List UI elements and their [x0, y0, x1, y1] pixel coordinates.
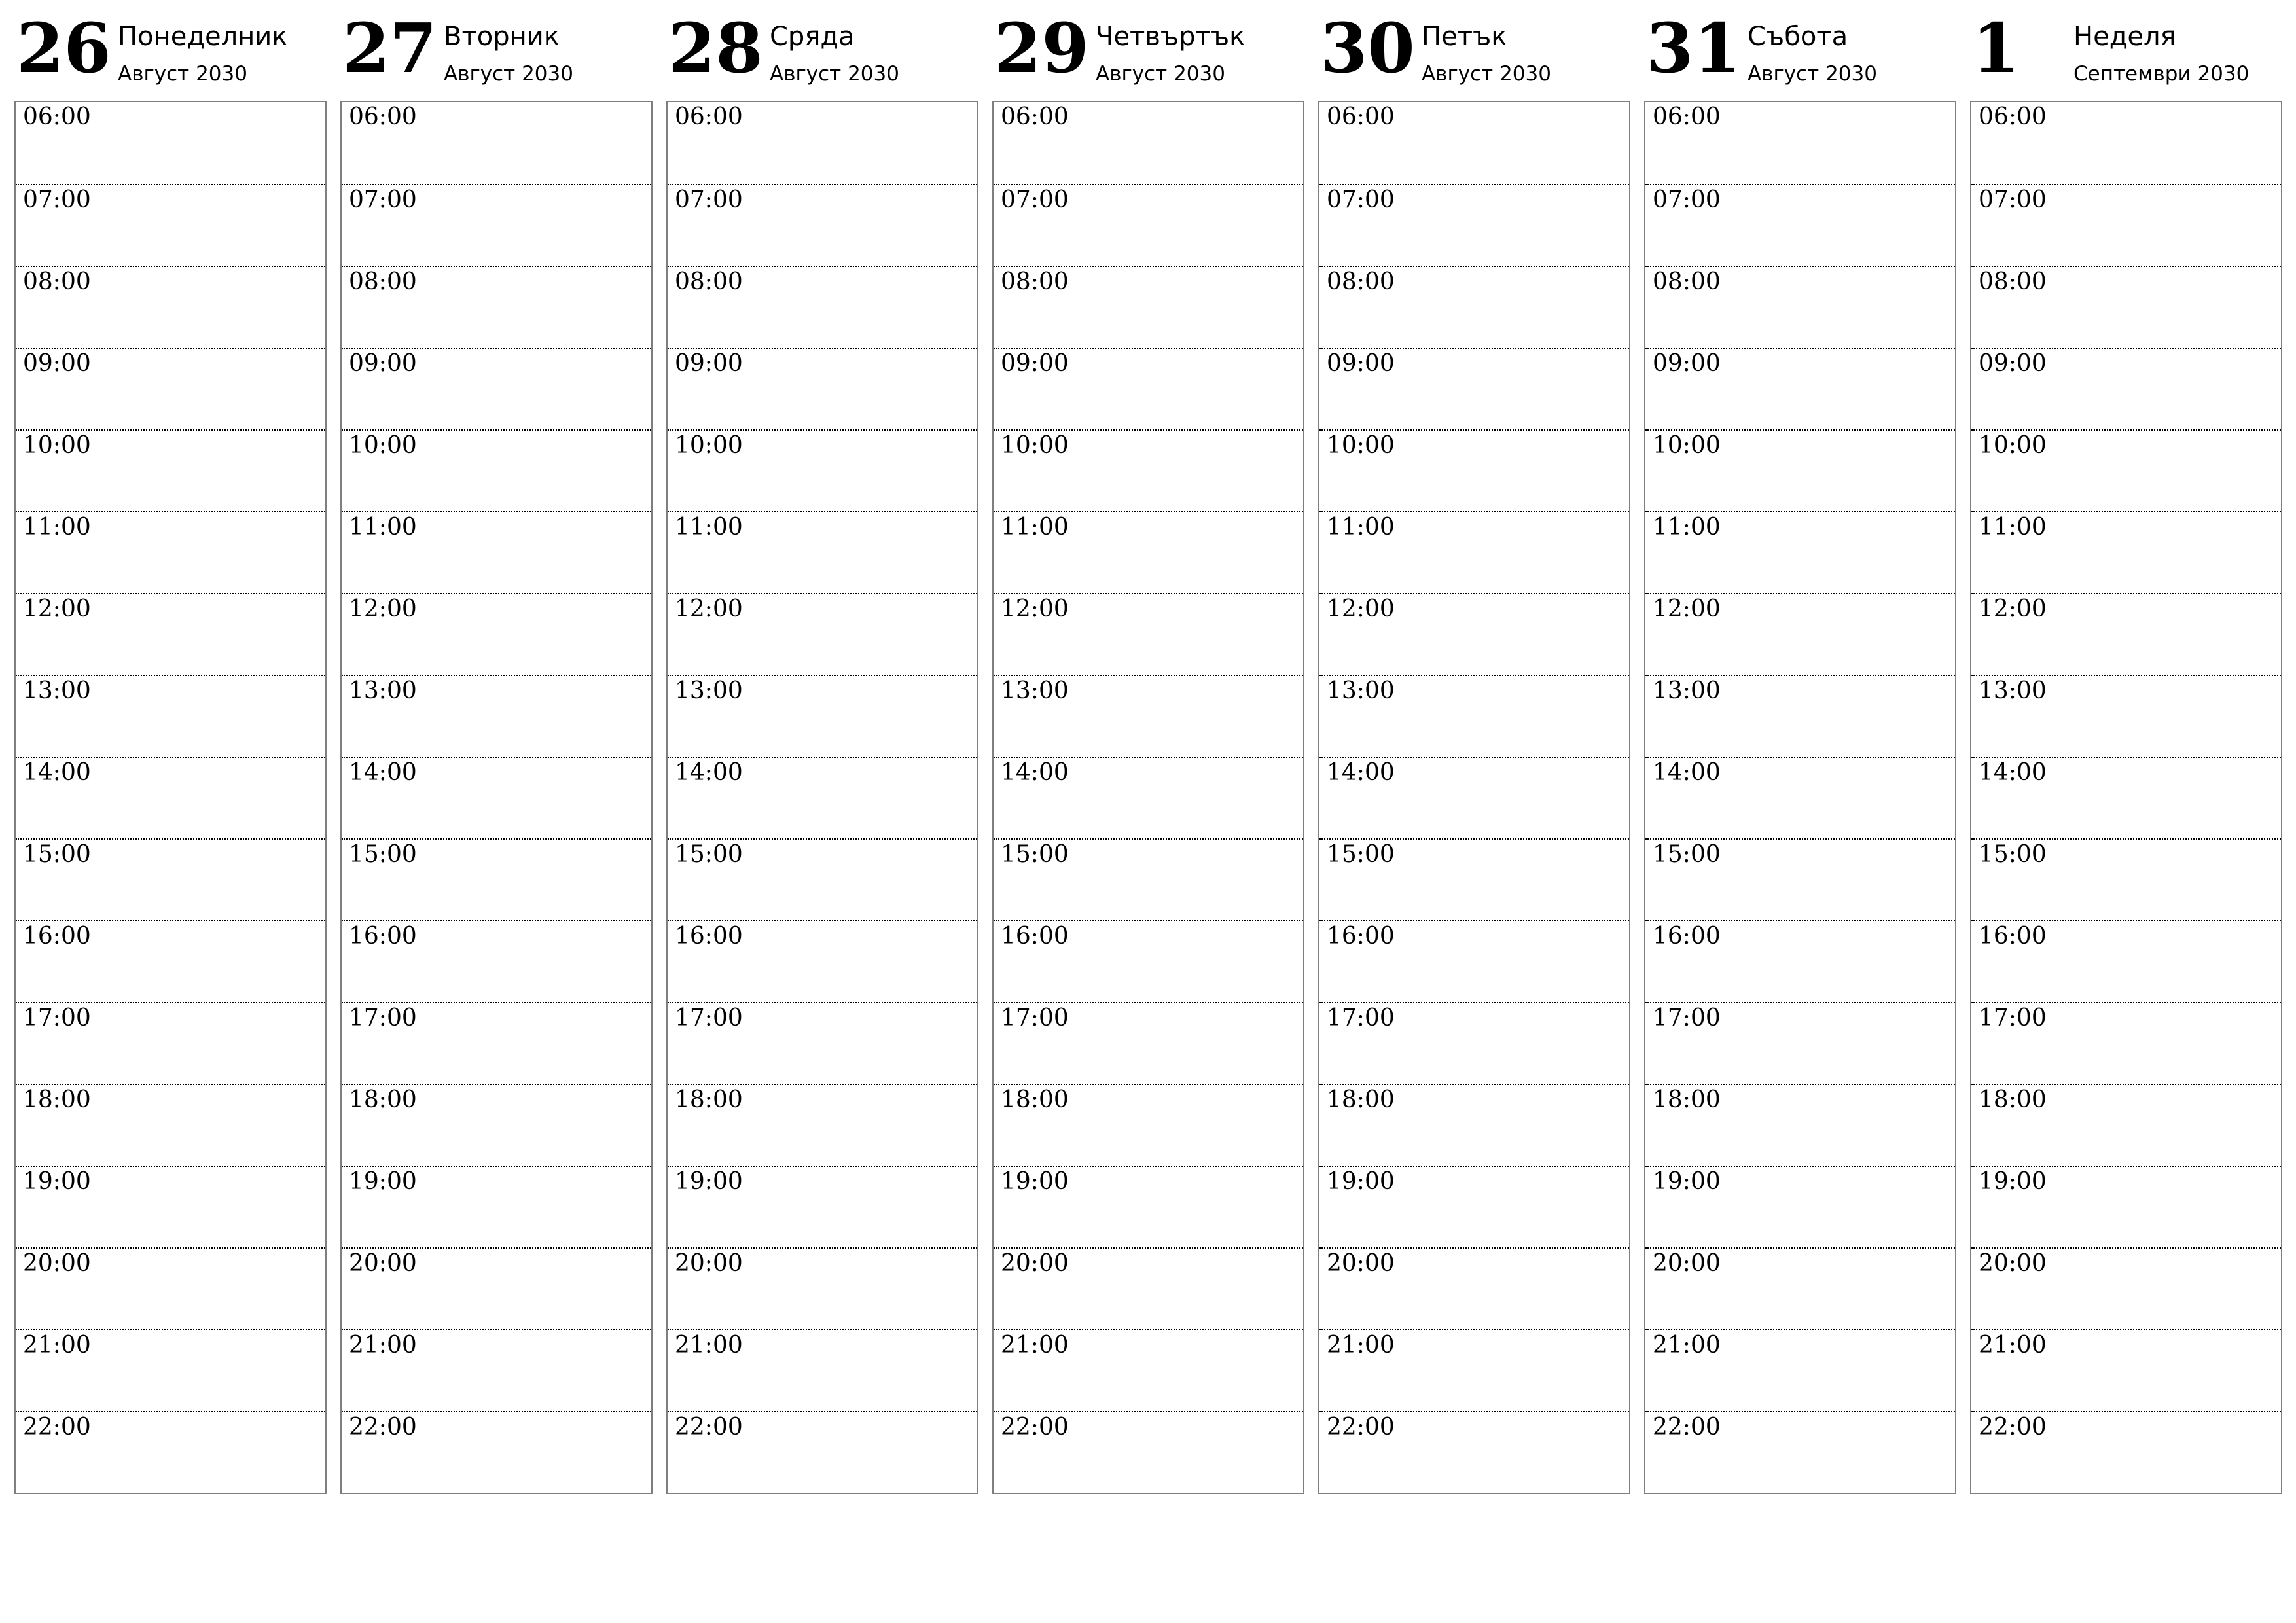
month-year-label: Август 2030 [118, 62, 247, 86]
weekday-name: Неделя [2073, 22, 2176, 52]
hour-label: 16:00 [349, 923, 417, 950]
hour-slot[interactable] [16, 429, 325, 512]
hour-label: 21:00 [1001, 1332, 1069, 1359]
hour-label: 16:00 [1327, 923, 1395, 950]
hour-slot[interactable] [1971, 429, 2281, 512]
hour-slot[interactable] [994, 920, 1303, 1003]
hour-slot[interactable] [342, 1329, 651, 1412]
hour-slot[interactable] [1971, 757, 2281, 840]
hour-label: 07:00 [1979, 187, 2047, 213]
hour-slot[interactable] [994, 593, 1303, 676]
hour-slot[interactable] [1645, 511, 1955, 594]
hour-label: 13:00 [1653, 677, 1721, 704]
hour-label: 11:00 [675, 514, 743, 541]
month-year-label: Август 2030 [1096, 62, 1225, 86]
hour-slot[interactable] [1319, 1247, 1629, 1330]
hour-label: 20:00 [1653, 1250, 1721, 1277]
hour-label: 08:00 [675, 268, 743, 295]
hour-slot[interactable] [994, 348, 1303, 431]
hour-slot[interactable] [1971, 838, 2281, 921]
hour-slot[interactable] [1319, 838, 1629, 921]
month-year-label: Август 2030 [1748, 62, 1877, 86]
hour-label: 20:00 [675, 1250, 743, 1277]
hour-slot[interactable] [1645, 675, 1955, 758]
hour-label: 10:00 [1653, 432, 1721, 459]
day-number: 27 [342, 8, 437, 88]
day-header [1644, 0, 1956, 98]
hour-label: 11:00 [349, 514, 417, 541]
hour-label: 21:00 [1327, 1332, 1395, 1359]
hour-slot[interactable] [1319, 1411, 1629, 1494]
hour-label: 11:00 [1653, 514, 1721, 541]
hour-label: 16:00 [23, 923, 91, 950]
hour-slot[interactable] [1645, 1166, 1955, 1249]
hour-slot[interactable] [342, 266, 651, 349]
hour-label: 19:00 [349, 1168, 417, 1195]
hour-label: 20:00 [1327, 1250, 1395, 1277]
hour-label: 06:00 [349, 103, 417, 130]
hour-slot[interactable] [16, 1411, 325, 1494]
hour-label: 06:00 [1653, 103, 1721, 130]
hour-slot[interactable] [342, 593, 651, 676]
hour-slot[interactable] [1645, 838, 1955, 921]
hour-slot[interactable] [1645, 1247, 1955, 1330]
month-year-label: Септември 2030 [2073, 62, 2250, 86]
hour-slot[interactable] [1971, 511, 2281, 594]
hour-slot[interactable] [1645, 757, 1955, 840]
hour-label: 12:00 [23, 596, 91, 622]
hour-label: 18:00 [1653, 1086, 1721, 1113]
hour-slot[interactable] [994, 429, 1303, 512]
hour-label: 06:00 [1001, 103, 1069, 130]
hour-label: 06:00 [23, 103, 91, 130]
weekday-name: Сряда [770, 22, 855, 52]
hour-slot[interactable] [1645, 1002, 1955, 1085]
hour-label: 13:00 [675, 677, 743, 704]
hour-label: 19:00 [1979, 1168, 2047, 1195]
hour-label: 15:00 [1653, 841, 1721, 868]
hour-label: 19:00 [1327, 1168, 1395, 1195]
hour-slot[interactable] [16, 1002, 325, 1085]
hour-label: 08:00 [1327, 268, 1395, 295]
hour-slot[interactable] [1319, 348, 1629, 431]
hour-grid [14, 101, 327, 1494]
hour-grid [1970, 101, 2282, 1494]
hour-slot[interactable] [1645, 348, 1955, 431]
hour-slot[interactable] [668, 675, 977, 758]
day-number: 28 [668, 8, 763, 88]
hour-slot[interactable] [1971, 348, 2281, 431]
hour-label: 21:00 [23, 1332, 91, 1359]
hour-label: 15:00 [23, 841, 91, 868]
hour-slot[interactable] [668, 1002, 977, 1085]
hour-grid [1644, 101, 1956, 1494]
hour-slot[interactable] [342, 838, 651, 921]
hour-label: 14:00 [1979, 759, 2047, 786]
hour-slot[interactable] [16, 266, 325, 349]
hour-label: 12:00 [349, 596, 417, 622]
hour-slot[interactable] [668, 184, 977, 267]
hour-slot[interactable] [342, 1084, 651, 1167]
hour-slot[interactable] [994, 1166, 1303, 1249]
hour-slot[interactable] [342, 1247, 651, 1330]
day-number: 29 [994, 8, 1089, 88]
hour-slot[interactable] [1971, 184, 2281, 267]
hour-slot[interactable] [668, 920, 977, 1003]
hour-slot[interactable] [668, 266, 977, 349]
hour-slot[interactable] [1319, 593, 1629, 676]
hour-label: 06:00 [1327, 103, 1395, 130]
day-column [1970, 0, 2282, 1499]
hour-label: 14:00 [349, 759, 417, 786]
hour-label: 07:00 [675, 187, 743, 213]
hour-label: 19:00 [23, 1168, 91, 1195]
hour-slot[interactable] [1971, 102, 2281, 184]
hour-slot[interactable] [16, 102, 325, 184]
hour-slot[interactable] [1319, 920, 1629, 1003]
hour-slot[interactable] [16, 1329, 325, 1412]
hour-label: 08:00 [23, 268, 91, 295]
hour-slot[interactable] [668, 1411, 977, 1494]
hour-label: 09:00 [1327, 350, 1395, 377]
hour-label: 21:00 [1653, 1332, 1721, 1359]
hour-label: 20:00 [23, 1250, 91, 1277]
hour-slot[interactable] [1645, 593, 1955, 676]
hour-slot[interactable] [668, 838, 977, 921]
hour-slot[interactable] [994, 1411, 1303, 1494]
hour-label: 09:00 [1979, 350, 2047, 377]
hour-slot[interactable] [342, 1002, 651, 1085]
hour-slot[interactable] [994, 1247, 1303, 1330]
hour-label: 15:00 [675, 841, 743, 868]
hour-label: 14:00 [23, 759, 91, 786]
hour-label: 17:00 [1001, 1005, 1069, 1031]
hour-grid [992, 101, 1304, 1494]
day-header [14, 0, 327, 98]
hour-grid [340, 101, 653, 1494]
hour-slot[interactable] [668, 1247, 977, 1330]
hour-label: 15:00 [1327, 841, 1395, 868]
hour-slot[interactable] [1971, 593, 2281, 676]
hour-label: 07:00 [1001, 187, 1069, 213]
hour-slot[interactable] [342, 348, 651, 431]
hour-label: 07:00 [1327, 187, 1395, 213]
weekday-name: Понеделник [118, 22, 288, 52]
hour-slot[interactable] [16, 675, 325, 758]
hour-label: 21:00 [349, 1332, 417, 1359]
hour-label: 11:00 [1327, 514, 1395, 541]
hour-slot[interactable] [994, 184, 1303, 267]
month-year-label: Август 2030 [1422, 62, 1551, 86]
hour-grid [1318, 101, 1630, 1494]
hour-label: 15:00 [1001, 841, 1069, 868]
hour-slot[interactable] [1319, 757, 1629, 840]
hour-slot[interactable] [668, 348, 977, 431]
hour-slot[interactable] [1971, 675, 2281, 758]
hour-slot[interactable] [994, 675, 1303, 758]
hour-label: 07:00 [1653, 187, 1721, 213]
hour-slot[interactable] [342, 1166, 651, 1249]
hour-label: 10:00 [1979, 432, 2047, 459]
weekday-name: Петък [1422, 22, 1507, 52]
hour-label: 11:00 [1979, 514, 2047, 541]
hour-slot[interactable] [668, 757, 977, 840]
hour-slot[interactable] [668, 511, 977, 594]
hour-slot[interactable] [1645, 920, 1955, 1003]
hour-label: 09:00 [349, 350, 417, 377]
hour-label: 07:00 [23, 187, 91, 213]
hour-label: 13:00 [349, 677, 417, 704]
day-header [992, 0, 1304, 98]
day-number: 1 [1972, 8, 2020, 88]
hour-label: 15:00 [349, 841, 417, 868]
hour-label: 13:00 [1001, 677, 1069, 704]
hour-label: 14:00 [1653, 759, 1721, 786]
hour-slot[interactable] [1971, 1002, 2281, 1085]
day-header [1970, 0, 2282, 98]
hour-label: 14:00 [675, 759, 743, 786]
hour-slot[interactable] [1971, 920, 2281, 1003]
hour-label: 20:00 [1001, 1250, 1069, 1277]
weekday-name: Събота [1748, 22, 1848, 52]
hour-slot[interactable] [16, 920, 325, 1003]
month-year-label: Август 2030 [444, 62, 573, 86]
hour-label: 20:00 [349, 1250, 417, 1277]
day-header [1318, 0, 1630, 98]
hour-label: 22:00 [675, 1414, 743, 1440]
hour-label: 17:00 [1653, 1005, 1721, 1031]
hour-label: 16:00 [1653, 923, 1721, 950]
day-number: 31 [1646, 8, 1741, 88]
hour-slot[interactable] [1971, 1084, 2281, 1167]
hour-label: 18:00 [675, 1086, 743, 1113]
hour-label: 09:00 [1653, 350, 1721, 377]
hour-slot[interactable] [342, 757, 651, 840]
hour-label: 18:00 [1979, 1086, 2047, 1113]
hour-slot[interactable] [994, 1084, 1303, 1167]
hour-label: 19:00 [1001, 1168, 1069, 1195]
hour-slot[interactable] [1319, 1329, 1629, 1412]
hour-label: 14:00 [1001, 759, 1069, 786]
hour-label: 18:00 [23, 1086, 91, 1113]
hour-slot[interactable] [1319, 102, 1629, 184]
hour-label: 12:00 [1979, 596, 2047, 622]
hour-slot[interactable] [342, 102, 651, 184]
hour-slot[interactable] [668, 593, 977, 676]
hour-label: 13:00 [23, 677, 91, 704]
hour-label: 14:00 [1327, 759, 1395, 786]
hour-slot[interactable] [994, 266, 1303, 349]
hour-label: 10:00 [1327, 432, 1395, 459]
hour-slot[interactable] [994, 102, 1303, 184]
hour-slot[interactable] [1645, 266, 1955, 349]
hour-slot[interactable] [1645, 184, 1955, 267]
hour-slot[interactable] [342, 1411, 651, 1494]
day-column [14, 0, 327, 1499]
hour-slot[interactable] [1645, 429, 1955, 512]
hour-label: 13:00 [1327, 677, 1395, 704]
day-column [666, 0, 978, 1499]
hour-slot[interactable] [1971, 266, 2281, 349]
day-header [340, 0, 653, 98]
hour-label: 22:00 [1979, 1414, 2047, 1440]
hour-label: 12:00 [1653, 596, 1721, 622]
hour-slot[interactable] [1319, 1084, 1629, 1167]
hour-slot[interactable] [1645, 1411, 1955, 1494]
hour-label: 09:00 [23, 350, 91, 377]
hour-label: 12:00 [1001, 596, 1069, 622]
hour-slot[interactable] [1971, 1166, 2281, 1249]
hour-slot[interactable] [16, 511, 325, 594]
day-header [666, 0, 978, 98]
hour-label: 16:00 [675, 923, 743, 950]
hour-label: 08:00 [1653, 268, 1721, 295]
hour-label: 18:00 [1001, 1086, 1069, 1113]
hour-slot[interactable] [16, 348, 325, 431]
hour-slot[interactable] [342, 429, 651, 512]
hour-slot[interactable] [1319, 266, 1629, 349]
hour-label: 22:00 [349, 1414, 417, 1440]
hour-slot[interactable] [16, 1247, 325, 1330]
hour-label: 06:00 [675, 103, 743, 130]
hour-label: 18:00 [1327, 1086, 1395, 1113]
hour-slot[interactable] [16, 593, 325, 676]
hour-slot[interactable] [668, 429, 977, 512]
hour-slot[interactable] [1319, 1166, 1629, 1249]
hour-label: 21:00 [1979, 1332, 2047, 1359]
hour-slot[interactable] [16, 1084, 325, 1167]
hour-label: 17:00 [675, 1005, 743, 1031]
hour-label: 15:00 [1979, 841, 2047, 868]
hour-label: 08:00 [1001, 268, 1069, 295]
hour-label: 08:00 [349, 268, 417, 295]
hour-slot[interactable] [1971, 1247, 2281, 1330]
hour-slot[interactable] [16, 757, 325, 840]
hour-label: 12:00 [1327, 596, 1395, 622]
hour-label: 10:00 [675, 432, 743, 459]
hour-label: 19:00 [675, 1168, 743, 1195]
hour-slot[interactable] [668, 102, 977, 184]
day-column [1644, 0, 1956, 1499]
hour-label: 22:00 [23, 1414, 91, 1440]
hour-label: 17:00 [349, 1005, 417, 1031]
hour-label: 13:00 [1979, 677, 2047, 704]
hour-slot[interactable] [342, 184, 651, 267]
hour-label: 16:00 [1979, 923, 2047, 950]
hour-slot[interactable] [1645, 1084, 1955, 1167]
hour-slot[interactable] [16, 184, 325, 267]
hour-label: 09:00 [675, 350, 743, 377]
hour-label: 20:00 [1979, 1250, 2047, 1277]
day-column [340, 0, 653, 1499]
weekday-name: Вторник [444, 22, 560, 52]
hour-label: 11:00 [23, 514, 91, 541]
hour-label: 06:00 [1979, 103, 2047, 130]
hour-label: 22:00 [1653, 1414, 1721, 1440]
hour-slot[interactable] [1971, 1329, 2281, 1412]
hour-label: 10:00 [1001, 432, 1069, 459]
hour-label: 11:00 [1001, 514, 1069, 541]
hour-label: 12:00 [675, 596, 743, 622]
hour-label: 16:00 [1001, 923, 1069, 950]
hour-slot[interactable] [1319, 1002, 1629, 1085]
day-number: 30 [1320, 8, 1415, 88]
hour-slot[interactable] [668, 1084, 977, 1167]
hour-slot[interactable] [342, 675, 651, 758]
hour-slot[interactable] [668, 1166, 977, 1249]
hour-slot[interactable] [1319, 184, 1629, 267]
hour-slot[interactable] [1971, 1411, 2281, 1494]
hour-slot[interactable] [994, 1002, 1303, 1085]
hour-slot[interactable] [1645, 102, 1955, 184]
hour-slot[interactable] [342, 920, 651, 1003]
hour-slot[interactable] [16, 1166, 325, 1249]
hour-slot[interactable] [16, 838, 325, 921]
hour-label: 10:00 [23, 432, 91, 459]
hour-slot[interactable] [1319, 511, 1629, 594]
hour-slot[interactable] [1645, 1329, 1955, 1412]
hour-label: 07:00 [349, 187, 417, 213]
hour-slot[interactable] [1319, 429, 1629, 512]
hour-label: 10:00 [349, 432, 417, 459]
hour-label: 09:00 [1001, 350, 1069, 377]
hour-label: 17:00 [1979, 1005, 2047, 1031]
day-column [1318, 0, 1630, 1499]
day-number: 26 [16, 8, 111, 88]
hour-slot[interactable] [668, 1329, 977, 1412]
weekday-name: Четвъртък [1096, 22, 1246, 52]
hour-label: 17:00 [23, 1005, 91, 1031]
hour-label: 22:00 [1001, 1414, 1069, 1440]
hour-label: 18:00 [349, 1086, 417, 1113]
month-year-label: Август 2030 [770, 62, 899, 86]
hour-grid [666, 101, 978, 1494]
hour-slot[interactable] [994, 511, 1303, 594]
hour-label: 17:00 [1327, 1005, 1395, 1031]
hour-label: 21:00 [675, 1332, 743, 1359]
hour-slot[interactable] [994, 1329, 1303, 1412]
hour-slot[interactable] [342, 511, 651, 594]
hour-slot[interactable] [1319, 675, 1629, 758]
hour-slot[interactable] [994, 757, 1303, 840]
hour-label: 08:00 [1979, 268, 2047, 295]
hour-label: 19:00 [1653, 1168, 1721, 1195]
hour-slot[interactable] [994, 838, 1303, 921]
day-column [992, 0, 1304, 1499]
hour-label: 22:00 [1327, 1414, 1395, 1440]
